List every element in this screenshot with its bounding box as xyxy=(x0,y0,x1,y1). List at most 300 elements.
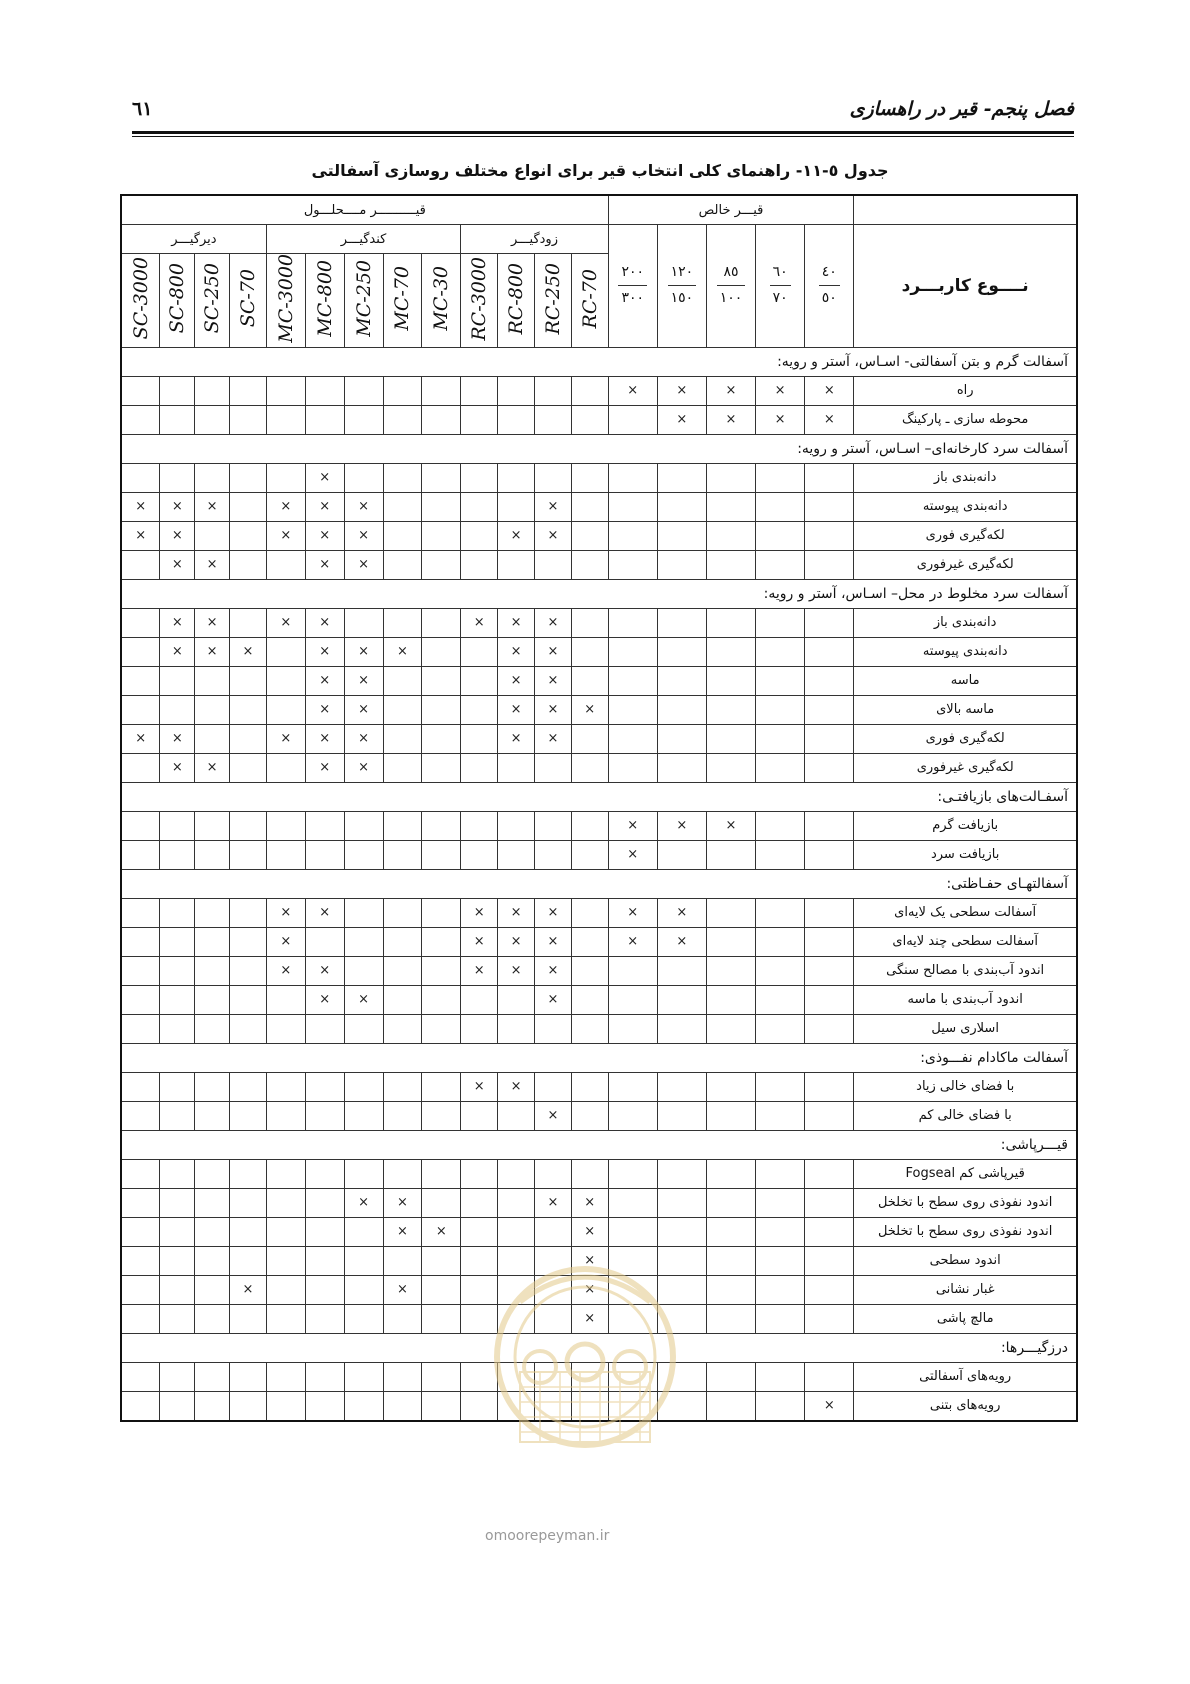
check-mark: × xyxy=(584,702,596,718)
mark-cell xyxy=(571,405,608,434)
mark-cell xyxy=(195,753,230,782)
check-mark: × xyxy=(547,702,559,718)
check-mark: × xyxy=(319,470,331,486)
mark-cell xyxy=(422,1391,461,1421)
mark-cell xyxy=(195,927,230,956)
mark-cell xyxy=(608,492,657,521)
mark-cell xyxy=(805,405,854,434)
mark-cell xyxy=(160,1101,195,1130)
section-title: درزگیـــرها: xyxy=(121,1333,1077,1362)
mark-cell xyxy=(305,1014,344,1043)
table-row xyxy=(121,1101,1077,1130)
check-mark: × xyxy=(135,499,147,515)
mark-cell xyxy=(657,550,706,579)
mark-cell xyxy=(608,840,657,869)
grade-label: SC-800 xyxy=(166,263,189,334)
check-mark: × xyxy=(171,557,183,573)
mark-cell xyxy=(657,1072,706,1101)
check-mark: × xyxy=(358,528,369,544)
mark-cell xyxy=(461,811,498,840)
mark-cell xyxy=(121,1246,160,1275)
mark-cell xyxy=(266,492,305,521)
mark-cell xyxy=(461,1188,498,1217)
mark-cell xyxy=(305,1217,344,1246)
mark-cell xyxy=(305,753,344,782)
mark-cell xyxy=(195,550,230,579)
mark-cell xyxy=(805,753,854,782)
mark-cell xyxy=(534,376,571,405)
mark-cell xyxy=(498,956,535,985)
check-mark: × xyxy=(206,760,218,776)
pen-grade-max: ١٠٠ xyxy=(719,290,743,307)
usage-label: اسلاری سیل xyxy=(854,1014,1077,1043)
mark-cell xyxy=(160,492,195,521)
usage-label: لکه‌گیری فوری xyxy=(854,521,1077,550)
mark-cell xyxy=(756,608,805,637)
mark-cell xyxy=(657,753,706,782)
mark-cell xyxy=(498,840,535,869)
mark-cell xyxy=(805,811,854,840)
mark-cell xyxy=(383,637,422,666)
mark-cell xyxy=(534,550,571,579)
mark-cell xyxy=(706,985,755,1014)
mark-cell xyxy=(160,1217,195,1246)
mark-cell xyxy=(344,1362,383,1391)
mark-cell xyxy=(461,405,498,434)
mark-cell xyxy=(121,550,160,579)
pen-grade-fraction xyxy=(770,263,791,309)
check-mark: × xyxy=(358,731,369,747)
check-mark: × xyxy=(135,731,147,747)
mark-cell xyxy=(195,1246,230,1275)
check-mark: × xyxy=(358,992,369,1008)
mark-cell xyxy=(229,463,266,492)
mark-cell xyxy=(229,1275,266,1304)
mark-cell xyxy=(706,376,755,405)
mark-cell xyxy=(195,405,230,434)
mark-cell xyxy=(195,1014,230,1043)
mark-cell xyxy=(657,492,706,521)
usage-label: محوطه سازی ـ پارکینگ xyxy=(854,405,1077,434)
section-row xyxy=(121,1043,1077,1072)
usage-label: دانه‌بندی باز xyxy=(854,608,1077,637)
mark-cell xyxy=(422,927,461,956)
mark-cell xyxy=(344,753,383,782)
mark-cell xyxy=(422,1101,461,1130)
check-mark: × xyxy=(473,615,485,631)
table-row xyxy=(121,927,1077,956)
mark-cell xyxy=(461,985,498,1014)
mark-cell xyxy=(383,753,422,782)
mark-cell xyxy=(756,840,805,869)
mark-cell xyxy=(160,550,195,579)
group-header-cutback: قیــــــــــر مــــحلـــول xyxy=(121,195,608,225)
mark-cell xyxy=(422,1275,461,1304)
mark-cell xyxy=(534,1014,571,1043)
mark-cell xyxy=(571,608,608,637)
mark-cell xyxy=(608,695,657,724)
table-row xyxy=(121,637,1077,666)
grade-label: RC-70 xyxy=(578,268,601,329)
mark-cell xyxy=(160,956,195,985)
mark-cell xyxy=(266,405,305,434)
mark-cell xyxy=(461,463,498,492)
mark-cell xyxy=(534,695,571,724)
mark-cell xyxy=(305,898,344,927)
check-mark: × xyxy=(280,963,292,979)
check-mark: × xyxy=(280,731,292,747)
mark-cell xyxy=(344,927,383,956)
mark-cell xyxy=(266,927,305,956)
mark-cell xyxy=(160,811,195,840)
mark-cell xyxy=(121,492,160,521)
mark-cell xyxy=(344,1246,383,1275)
mark-cell xyxy=(383,405,422,434)
mark-cell xyxy=(498,405,535,434)
mark-cell xyxy=(657,695,706,724)
mark-cell xyxy=(608,376,657,405)
mark-cell xyxy=(344,492,383,521)
mark-cell xyxy=(608,550,657,579)
mark-cell xyxy=(461,608,498,637)
mark-cell xyxy=(305,405,344,434)
check-mark: × xyxy=(319,731,331,747)
usage-label: بازیافت گرم xyxy=(854,811,1077,840)
mark-cell xyxy=(422,695,461,724)
mark-cell xyxy=(657,811,706,840)
mark-cell xyxy=(805,840,854,869)
mark-cell xyxy=(160,927,195,956)
mark-cell xyxy=(422,1014,461,1043)
mark-cell xyxy=(305,1362,344,1391)
mark-cell xyxy=(344,1188,383,1217)
mark-cell xyxy=(121,1362,160,1391)
table-row xyxy=(121,724,1077,753)
subgroup-rapid-curing: زودگیـــر xyxy=(461,225,608,254)
grade-label: RC-800 xyxy=(505,262,528,335)
mark-cell xyxy=(756,666,805,695)
mark-cell xyxy=(756,1072,805,1101)
mark-cell xyxy=(461,1014,498,1043)
check-mark: × xyxy=(676,383,688,399)
mark-cell xyxy=(195,898,230,927)
mark-cell xyxy=(383,1159,422,1188)
mark-cell xyxy=(344,637,383,666)
mark-cell xyxy=(657,405,706,434)
mark-cell xyxy=(498,1101,535,1130)
mark-cell xyxy=(383,1304,422,1333)
usage-label: اندود نفوذی روی سطح با تخلخل xyxy=(854,1217,1077,1246)
check-mark: × xyxy=(510,644,522,660)
pen-grade-fraction xyxy=(668,263,697,309)
mark-cell xyxy=(534,492,571,521)
mark-cell xyxy=(706,1159,755,1188)
check-mark: × xyxy=(171,615,183,631)
mark-cell xyxy=(160,1014,195,1043)
table-row xyxy=(121,898,1077,927)
mark-cell xyxy=(383,898,422,927)
check-mark: × xyxy=(627,905,639,921)
mark-cell xyxy=(534,608,571,637)
mark-cell xyxy=(706,1217,755,1246)
grade-header xyxy=(498,254,535,348)
usage-label: آسفالت سطحی چند لایه‌ای xyxy=(854,927,1077,956)
pen-grade-header xyxy=(756,225,805,348)
usage-type-header: نــــوع کاربـــرد xyxy=(854,225,1077,348)
mark-cell xyxy=(344,463,383,492)
mark-cell xyxy=(305,927,344,956)
mark-cell xyxy=(534,753,571,782)
table-row xyxy=(121,753,1077,782)
mark-cell xyxy=(498,1159,535,1188)
mark-cell xyxy=(422,1362,461,1391)
subgroup-medium-curing: کندگیـــر xyxy=(266,225,460,254)
mark-cell xyxy=(498,898,535,927)
check-mark: × xyxy=(319,760,331,776)
mark-cell xyxy=(571,724,608,753)
mark-cell xyxy=(229,1246,266,1275)
mark-cell xyxy=(461,956,498,985)
table-row xyxy=(121,985,1077,1014)
mark-cell xyxy=(305,1275,344,1304)
mark-cell xyxy=(571,753,608,782)
mark-cell xyxy=(706,927,755,956)
mark-cell xyxy=(422,608,461,637)
mark-cell xyxy=(229,753,266,782)
mark-cell xyxy=(422,463,461,492)
mark-cell xyxy=(422,898,461,927)
check-mark: × xyxy=(627,818,639,834)
mark-cell xyxy=(266,376,305,405)
mark-cell xyxy=(498,753,535,782)
mark-cell xyxy=(344,956,383,985)
mark-cell xyxy=(266,1304,305,1333)
mark-cell xyxy=(498,985,535,1014)
mark-cell xyxy=(608,724,657,753)
mark-cell xyxy=(756,724,805,753)
mark-cell xyxy=(160,666,195,695)
mark-cell xyxy=(305,724,344,753)
mark-cell xyxy=(498,1014,535,1043)
check-mark: × xyxy=(319,557,331,573)
mark-cell xyxy=(160,1304,195,1333)
mark-cell xyxy=(305,1391,344,1421)
usage-label: با فضای خالی زیاد xyxy=(854,1072,1077,1101)
grade-label: MC-800 xyxy=(313,260,336,337)
mark-cell xyxy=(571,521,608,550)
mark-cell xyxy=(383,695,422,724)
mark-cell xyxy=(657,840,706,869)
mark-cell xyxy=(756,753,805,782)
mark-cell xyxy=(422,724,461,753)
mark-cell xyxy=(195,637,230,666)
check-mark: × xyxy=(584,1282,596,1298)
mark-cell xyxy=(160,1275,195,1304)
check-mark: × xyxy=(206,557,218,573)
table-row xyxy=(121,811,1077,840)
table-row xyxy=(121,608,1077,637)
mark-cell xyxy=(344,1101,383,1130)
mark-cell xyxy=(344,1391,383,1421)
usage-label: اندود آب‌بندی با ماسه xyxy=(854,985,1077,1014)
section-row xyxy=(121,434,1077,463)
check-mark: × xyxy=(510,702,522,718)
check-mark: × xyxy=(171,731,183,747)
mark-cell xyxy=(805,898,854,927)
mark-cell xyxy=(422,666,461,695)
mark-cell xyxy=(383,1391,422,1421)
section-title: آسفالت گرم و بتن آسفالتی- اسـاس، آستر و رویه: xyxy=(121,347,1077,376)
mark-cell xyxy=(608,985,657,1014)
check-mark: × xyxy=(358,644,369,660)
check-mark: × xyxy=(676,818,688,834)
mark-cell xyxy=(195,1275,230,1304)
pen-grade-min: ٢٠٠ xyxy=(618,263,647,287)
mark-cell xyxy=(344,898,383,927)
watermark-logo xyxy=(480,1262,690,1462)
pen-grade-header xyxy=(706,225,755,348)
mark-cell xyxy=(383,608,422,637)
mark-cell xyxy=(266,956,305,985)
group-header-empty xyxy=(854,195,1077,225)
mark-cell xyxy=(756,985,805,1014)
mark-cell xyxy=(657,927,706,956)
mark-cell xyxy=(657,608,706,637)
mark-cell xyxy=(121,521,160,550)
mark-cell xyxy=(608,1072,657,1101)
mark-cell xyxy=(160,1391,195,1421)
check-mark: × xyxy=(510,905,522,921)
table-row xyxy=(121,492,1077,521)
mark-cell xyxy=(383,550,422,579)
check-mark: × xyxy=(547,528,559,544)
mark-cell xyxy=(534,840,571,869)
mark-cell xyxy=(195,840,230,869)
mark-cell xyxy=(756,1246,805,1275)
mark-cell xyxy=(756,1188,805,1217)
grade-label: SC-70 xyxy=(236,269,259,328)
usage-label: اندود آب‌بندی با مصالح سنگی xyxy=(854,956,1077,985)
mark-cell xyxy=(461,521,498,550)
check-mark: × xyxy=(627,934,639,950)
mark-cell xyxy=(756,1362,805,1391)
check-mark: × xyxy=(242,644,254,660)
mark-cell xyxy=(571,463,608,492)
mark-cell xyxy=(534,666,571,695)
table-row xyxy=(121,521,1077,550)
mark-cell xyxy=(121,695,160,724)
mark-cell xyxy=(706,463,755,492)
mark-cell xyxy=(344,550,383,579)
mark-cell xyxy=(121,1391,160,1421)
mark-cell xyxy=(461,376,498,405)
check-mark: × xyxy=(319,499,331,515)
mark-cell xyxy=(160,637,195,666)
mark-cell xyxy=(608,1014,657,1043)
check-mark: × xyxy=(510,731,522,747)
check-mark: × xyxy=(510,528,522,544)
mark-cell xyxy=(266,608,305,637)
check-mark: × xyxy=(319,615,331,631)
pen-grade-max: ١٥٠ xyxy=(670,290,694,307)
mark-cell xyxy=(383,1217,422,1246)
mark-cell xyxy=(657,666,706,695)
mark-cell xyxy=(422,1217,461,1246)
usage-label: لکه‌گیری غیرفوری xyxy=(854,753,1077,782)
mark-cell xyxy=(756,1217,805,1246)
check-mark: × xyxy=(547,992,559,1008)
usage-label: لکه‌گیری فوری xyxy=(854,724,1077,753)
mark-cell xyxy=(498,550,535,579)
mark-cell xyxy=(121,405,160,434)
mark-cell xyxy=(305,666,344,695)
section-title: قیـــرپاشی: xyxy=(121,1130,1077,1159)
mark-cell xyxy=(498,695,535,724)
mark-cell xyxy=(383,463,422,492)
mark-cell xyxy=(534,898,571,927)
table-row xyxy=(121,956,1077,985)
mark-cell xyxy=(121,956,160,985)
usage-label: رویه‌های آسفالتی xyxy=(854,1362,1077,1391)
mark-cell xyxy=(229,521,266,550)
check-mark: × xyxy=(547,1108,559,1124)
check-mark: × xyxy=(823,412,835,428)
mark-cell xyxy=(160,1246,195,1275)
mark-cell xyxy=(805,1391,854,1421)
mark-cell xyxy=(498,608,535,637)
mark-cell xyxy=(657,463,706,492)
usage-label: رویه‌های بتنی xyxy=(854,1391,1077,1421)
check-mark: × xyxy=(725,412,737,428)
mark-cell xyxy=(383,1188,422,1217)
grade-label: MC-250 xyxy=(352,260,375,337)
check-mark: × xyxy=(510,963,522,979)
mark-cell xyxy=(461,1072,498,1101)
mark-cell xyxy=(422,985,461,1014)
mark-cell xyxy=(805,1304,854,1333)
table-row xyxy=(121,666,1077,695)
mark-cell xyxy=(266,1072,305,1101)
usage-label: غبار نشانی xyxy=(854,1275,1077,1304)
grade-header xyxy=(266,254,305,348)
mark-cell xyxy=(706,811,755,840)
mark-cell xyxy=(571,695,608,724)
section-row xyxy=(121,782,1077,811)
check-mark: × xyxy=(396,644,408,660)
mark-cell xyxy=(805,724,854,753)
mark-cell xyxy=(571,811,608,840)
mark-cell xyxy=(805,1014,854,1043)
grade-label: MC-30 xyxy=(430,266,453,331)
mark-cell xyxy=(195,608,230,637)
table-row xyxy=(121,463,1077,492)
mark-cell xyxy=(266,985,305,1014)
usage-label: ماسه بالای xyxy=(854,695,1077,724)
mark-cell xyxy=(344,1217,383,1246)
mark-cell xyxy=(805,521,854,550)
mark-cell xyxy=(229,1188,266,1217)
mark-cell xyxy=(195,1159,230,1188)
mark-cell xyxy=(344,376,383,405)
mark-cell xyxy=(422,956,461,985)
mark-cell xyxy=(195,1101,230,1130)
check-mark: × xyxy=(676,412,688,428)
mark-cell xyxy=(571,1072,608,1101)
usage-label: دانه‌بندی پیوسته xyxy=(854,637,1077,666)
mark-cell xyxy=(534,724,571,753)
mark-cell xyxy=(195,492,230,521)
mark-cell xyxy=(461,1101,498,1130)
